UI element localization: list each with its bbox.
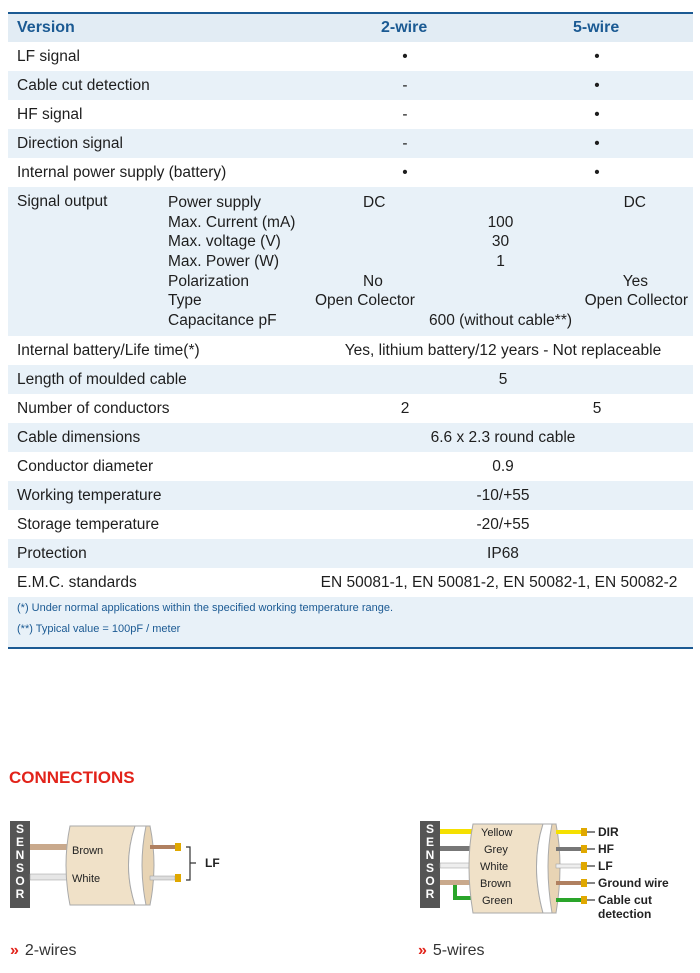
signal-output-sublabels	[168, 193, 295, 331]
wire-label: White	[72, 873, 101, 885]
header-5-wire: 5-wire	[573, 19, 620, 36]
row-value: IP68	[487, 545, 519, 562]
table-row	[8, 42, 693, 71]
value-2-wire: •	[402, 48, 408, 65]
table-row	[8, 481, 693, 510]
value-2-wire: •	[402, 164, 408, 181]
sub-label: Power supply	[168, 194, 262, 211]
polarization-5-wire: Yes	[622, 272, 648, 290]
max-voltage-value: 30	[491, 233, 510, 251]
sensor-letter: S	[425, 822, 435, 836]
sub-label: Max. voltage (V)	[168, 233, 281, 251]
table-row	[8, 129, 693, 158]
polarization-2-wire: No	[363, 272, 383, 290]
connections-title: CONNECTIONS	[9, 768, 135, 787]
signal-output-values	[308, 193, 693, 331]
row-label: Cable dimensions	[17, 429, 141, 446]
value-5-wire: •	[594, 77, 600, 94]
signal-output-row	[8, 187, 693, 336]
wire-label: Brown	[480, 878, 512, 890]
sensor-letter: E	[425, 835, 435, 849]
sub-label: Capacitance pF	[168, 312, 277, 330]
row-label: Number of conductors	[17, 400, 170, 417]
sensor-letter: N	[15, 848, 25, 862]
output-label: Ground wire	[598, 876, 669, 890]
value-2-wire: -	[402, 135, 408, 152]
value-2-wire: -	[402, 106, 408, 123]
wire-label: Green	[482, 895, 513, 907]
sensor-letter: E	[15, 835, 25, 849]
value-5-wire: •	[594, 164, 600, 181]
type-5-wire: Open Collector	[584, 292, 688, 310]
row-value: 6.6 x 2.3 round cable	[430, 429, 576, 446]
power-supply-2-wire: DC	[363, 194, 386, 211]
table-row	[8, 568, 693, 597]
row-value: -10/+55	[476, 487, 530, 504]
row-label: Working temperature	[17, 487, 162, 504]
table-row	[8, 510, 693, 539]
output-lf: LF	[205, 856, 220, 870]
wire-label: Brown	[72, 845, 104, 857]
row-label: Internal battery/Life time(*)	[17, 342, 200, 359]
table-row	[8, 365, 693, 394]
row-value: Yes, lithium battery/12 years - Not replaceable	[344, 342, 662, 359]
table-row	[8, 100, 693, 129]
row-label: LF signal	[17, 48, 80, 65]
power-supply-5-wire: DC	[623, 194, 646, 211]
value-5-wire: 5	[592, 400, 602, 417]
caption-5-wires: » 5-wires	[418, 942, 485, 959]
output-label: DIR	[598, 825, 619, 839]
five-wire-diagram	[418, 818, 690, 923]
spec-table	[8, 12, 693, 649]
table-row	[8, 336, 693, 365]
type-2-wire: Open Colector	[315, 292, 415, 310]
sensor-letter: S	[425, 861, 435, 875]
table-notes	[8, 597, 693, 649]
sub-label: Max. Power (W)	[168, 253, 280, 271]
table-row	[8, 423, 693, 452]
value-5-wire: •	[594, 135, 600, 152]
capacitance-value: 600 (without cable**)	[428, 312, 573, 330]
row-label: Internal power supply (battery)	[17, 164, 227, 181]
row-value: 5	[498, 371, 508, 388]
row-label: Direction signal	[17, 135, 123, 152]
row-label: Signal output	[17, 193, 108, 210]
row-label: E.M.C. standards	[17, 574, 137, 591]
row-label: Cable cut detection	[17, 77, 150, 94]
row-value: EN 50081-1, EN 50081-2, EN 50082-1, EN 50082-2	[320, 574, 678, 591]
row-value: -20/+55	[476, 516, 530, 533]
sensor-letters	[15, 822, 24, 901]
output-label: detection	[598, 907, 652, 921]
note: (*) Under normal applications within the specified working temperature range.	[17, 602, 394, 614]
max-current-value: 100	[487, 213, 514, 231]
row-label: Storage temperature	[17, 516, 160, 533]
sensor-letter: O	[15, 874, 25, 888]
note: (**) Typical value = 100pF / meter	[17, 623, 181, 635]
sub-label: Type	[168, 292, 202, 310]
sensor-letter: S	[15, 822, 25, 836]
sub-label: Max. Current (mA)	[168, 213, 296, 231]
row-label: Protection	[17, 545, 87, 562]
header-2-wire: 2-wire	[381, 19, 428, 36]
table-row	[8, 394, 693, 423]
value-5-wire: •	[594, 106, 600, 123]
sensor-letter: O	[425, 874, 435, 888]
row-label: HF signal	[17, 106, 83, 123]
table-row	[8, 539, 693, 568]
header-version: Version	[17, 19, 75, 36]
sensor-letter: S	[15, 861, 25, 875]
output-label: Cable cut	[598, 893, 653, 907]
table-row	[8, 158, 693, 187]
table-header	[8, 12, 693, 42]
sensor-letter: R	[15, 887, 25, 901]
max-power-value: 1	[496, 253, 505, 271]
row-value: 0.9	[492, 458, 514, 475]
output-label: HF	[598, 842, 614, 856]
value-2-wire: -	[402, 77, 408, 94]
wire-label: Yellow	[481, 827, 513, 839]
row-label: Conductor diameter	[17, 458, 154, 475]
table-row	[8, 71, 693, 100]
sensor-letter: R	[425, 887, 435, 901]
sub-label: Polarization	[168, 272, 249, 290]
value-2-wire: 2	[400, 400, 410, 417]
sensor-letter: N	[425, 848, 435, 862]
table-row	[8, 452, 693, 481]
row-label: Length of moulded cable	[17, 371, 187, 388]
wire-label: White	[480, 861, 509, 873]
output-label: LF	[598, 859, 613, 873]
wire-label: Grey	[484, 844, 508, 856]
two-wire-diagram	[10, 818, 240, 913]
caption-2-wires: » 2-wires	[10, 942, 77, 959]
value-5-wire: •	[594, 48, 600, 65]
sensor-letters	[425, 822, 434, 901]
